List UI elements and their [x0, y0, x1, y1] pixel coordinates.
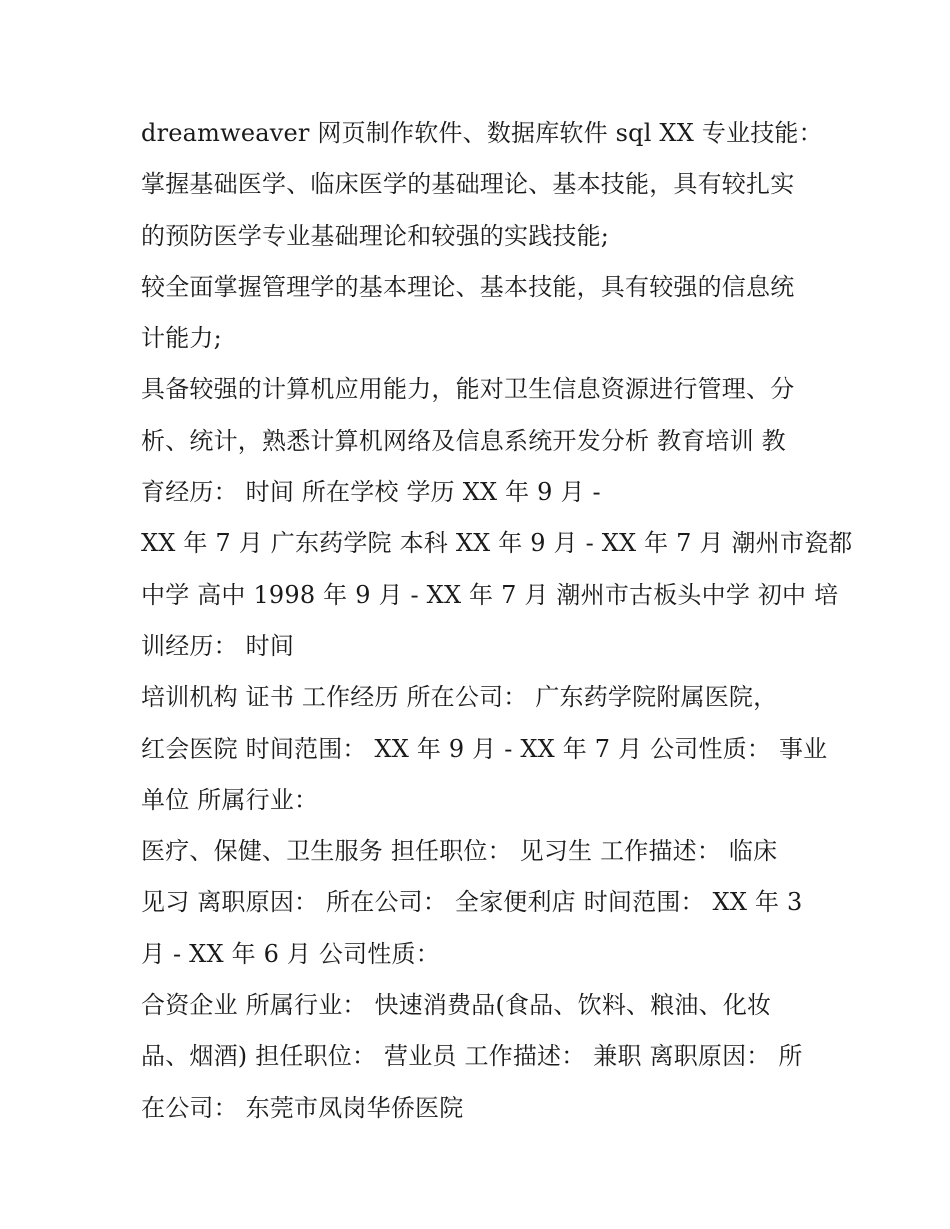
- text-line: 具备较强的计算机应用能力，能对卫生信息资源进行管理、分: [141, 375, 795, 404]
- text-line: 的预防医学专业基础理论和较强的实践技能;: [141, 221, 610, 250]
- document-body: [141, 108, 853, 1134]
- text-line: 较全面掌握管理学的基本理论、基本技能，具有较强的信息统: [141, 272, 795, 301]
- text-line: 红会医院 时间范围： XX 年 9 月 - XX 年 7 月 公司性质： 事业: [141, 734, 828, 763]
- text-line: 中学 高中 1998 年 9 月 - XX 年 7 月 潮州市古板头中学 初中 培: [141, 580, 839, 609]
- text-line: 月 - XX 年 6 月 公司性质：: [141, 939, 440, 968]
- text-line: 掌握基础医学、临床医学的基础理论、基本技能，具有较扎实: [141, 170, 795, 199]
- text-line: 单位 所属行业：: [141, 785, 319, 814]
- text-line: 品、烟酒) 担任职位： 营业员 工作描述： 兼职 离职原因： 所: [141, 1042, 803, 1071]
- text-line: 培训机构 证书 工作经历 所在公司： 广东药学院附属医院，: [141, 683, 778, 712]
- text-line: dreamweaver 网页制作软件、数据库软件 sql XX 专业技能：: [141, 119, 823, 147]
- text-line: 育经历： 时间 所在学校 学历 XX 年 9 月 -: [141, 478, 601, 507]
- text-line: 计能力;: [141, 324, 222, 353]
- text-line: XX 年 7 月 广东药学院 本科 XX 年 9 月 - XX 年 7 月 潮州市瓷都: [141, 529, 853, 558]
- text-line: 训经历： 时间: [141, 631, 295, 660]
- text-line: 析、统计，熟悉计算机网络及信息系统开发分析 教育培训 教: [141, 426, 786, 455]
- text-line: 见习 离职原因： 所在公司： 全家便利店 时间范围： XX 年 3: [141, 888, 803, 917]
- text-line: 医疗、保健、卫生服务 担任职位： 见习生 工作描述： 临床: [141, 837, 778, 866]
- text-line: 合资企业 所属行业： 快速消费品(食品、饮料、粮油、化妆: [141, 991, 772, 1020]
- text-line: 在公司： 东莞市凤岗华侨医院: [141, 1093, 464, 1122]
